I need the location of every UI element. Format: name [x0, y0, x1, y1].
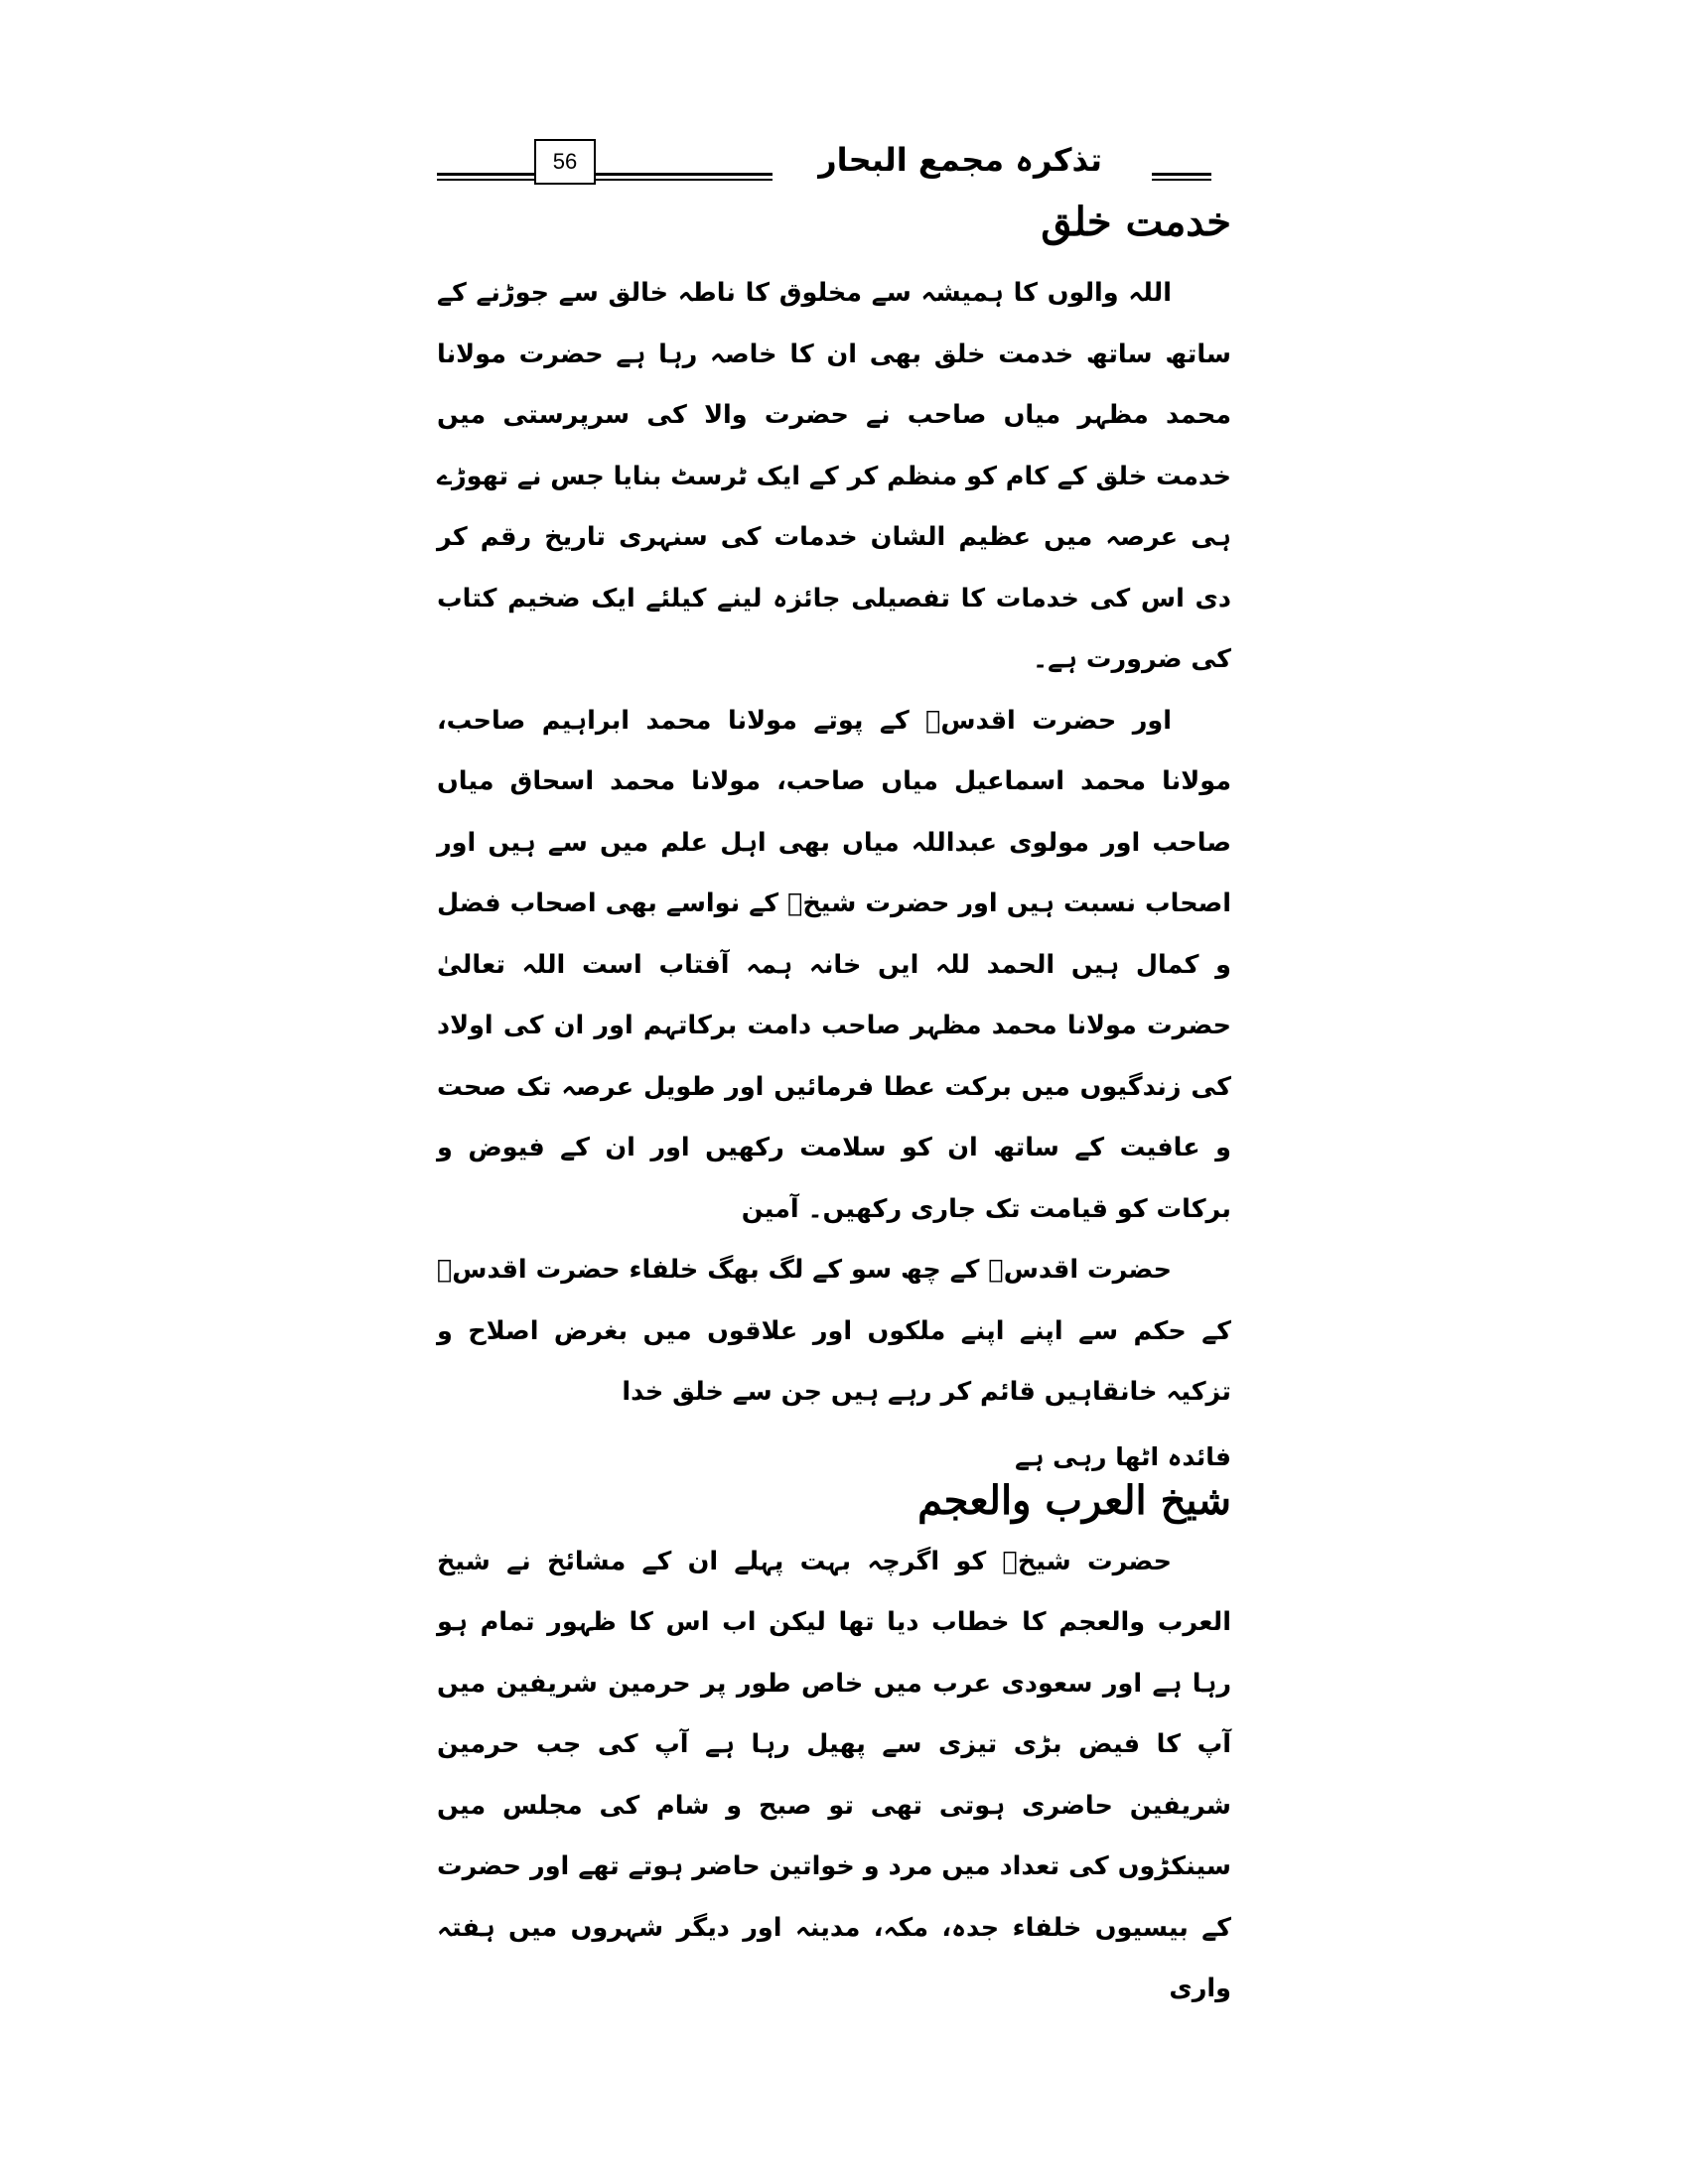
header-rule-left-lower — [437, 179, 534, 181]
section-heading-khidmat-e-khalq: خدمت خلق — [1041, 199, 1231, 245]
page-header — [437, 129, 1231, 189]
book-page — [437, 129, 1231, 2020]
paragraph: اللہ والوں کا ہمیشہ سے مخلوق کا ناطہ خالق سے جوڑنے کے ساتھ ساتھ خدمت خلق بھی ان کا خاصہ رہا ہے حضرت مولانا محمد مظہر میاں صاحب نے حضرت والا کی سرپرستی میں خدمت خلق کے کام کو منظم کر کے ایک ٹرسٹ بنایا جس نے تھوڑے ہی عرصہ میں عظیم الشان خدمات کی سنہری تاریخ رقم کر دی اس کی خدمات کا تفصیلی جائزہ لینے کیلئے ایک ضخیم کتاب کی ضرورت ہے۔ — [437, 278, 1231, 674]
book-title: تذکرہ مجمع البحار — [818, 141, 1102, 179]
header-rule-middle — [596, 173, 773, 176]
header-rule-right-lower — [1152, 179, 1211, 181]
paragraph-trailing-line: فائدہ اٹھا رہی ہے — [1015, 1441, 1231, 1471]
header-rule-right — [1152, 173, 1211, 176]
paragraph: حضرت شیخؒ کو اگرچہ بہت پہلے ان کے مشائخ نے شیخ العرب والعجم کا خطاب دیا تھا لیکن اب اس کا ظہور تمام ہو رہا ہے اور سعودی عرب میں خاص طور پر حرمین شریفین میں آپ کا فیض بڑی تیزی سے پھیل رہا ہے آپ کی جب حرمین شریفین حاضری ہوتی تھی تو صبح و شام کی مجلس میں سینکڑوں کی تعداد میں مرد و خواتین حاضر ہوتے تھے اور حضرت کے بیسیوں خلفاء جدہ، مکہ، مدینہ اور دیگر شہروں میں ہفتہ واری — [437, 1546, 1231, 2003]
paragraph: حضرت اقدسؒ کے چھ سو کے لگ بھگ خلفاء حضرت اقدسؒ کے حکم سے اپنے اپنے ملکوں اور علاقوں میں بغرض اصلاح و تزکیہ خانقاہیں قائم کر رہے ہیں جن سے خلق خدا — [437, 1255, 1231, 1407]
section-heading-shaikh-ul-arab-wal-ajam: شیخ العرب والعجم — [917, 1476, 1231, 1524]
paragraph: اور حضرت اقدسؒ کے پوتے مولانا محمد ابراہیم صاحب، مولانا محمد اسماعیل میاں صاحب، مولانا محمد اسحاق میاں صاحب اور مولوی عبداللہ میاں بھی اہل علم میں سے ہیں اور اصحاب نسبت ہیں اور حضرت شیخؒ کے نواسے بھی اصحاب فضل و کمال ہیں الحمد للہ ایں خانہ ہمہ آفتاب است اللہ تعالیٰ حضرت مولانا محمد مظہر صاحب دامت برکاتہم اور ان کی اولاد کی زندگیوں میں برکت عطا فرمائیں اور طویل عرصہ تک صحت و عافیت کے ساتھ ان کو سلامت رکھیں اور ان کے فیوض و برکات کو قیامت تک جاری رکھیں۔ آمین — [437, 705, 1231, 1224]
header-rule-middle-lower — [596, 179, 773, 181]
page-number: 56 — [534, 139, 596, 185]
header-rule-left — [437, 173, 534, 176]
